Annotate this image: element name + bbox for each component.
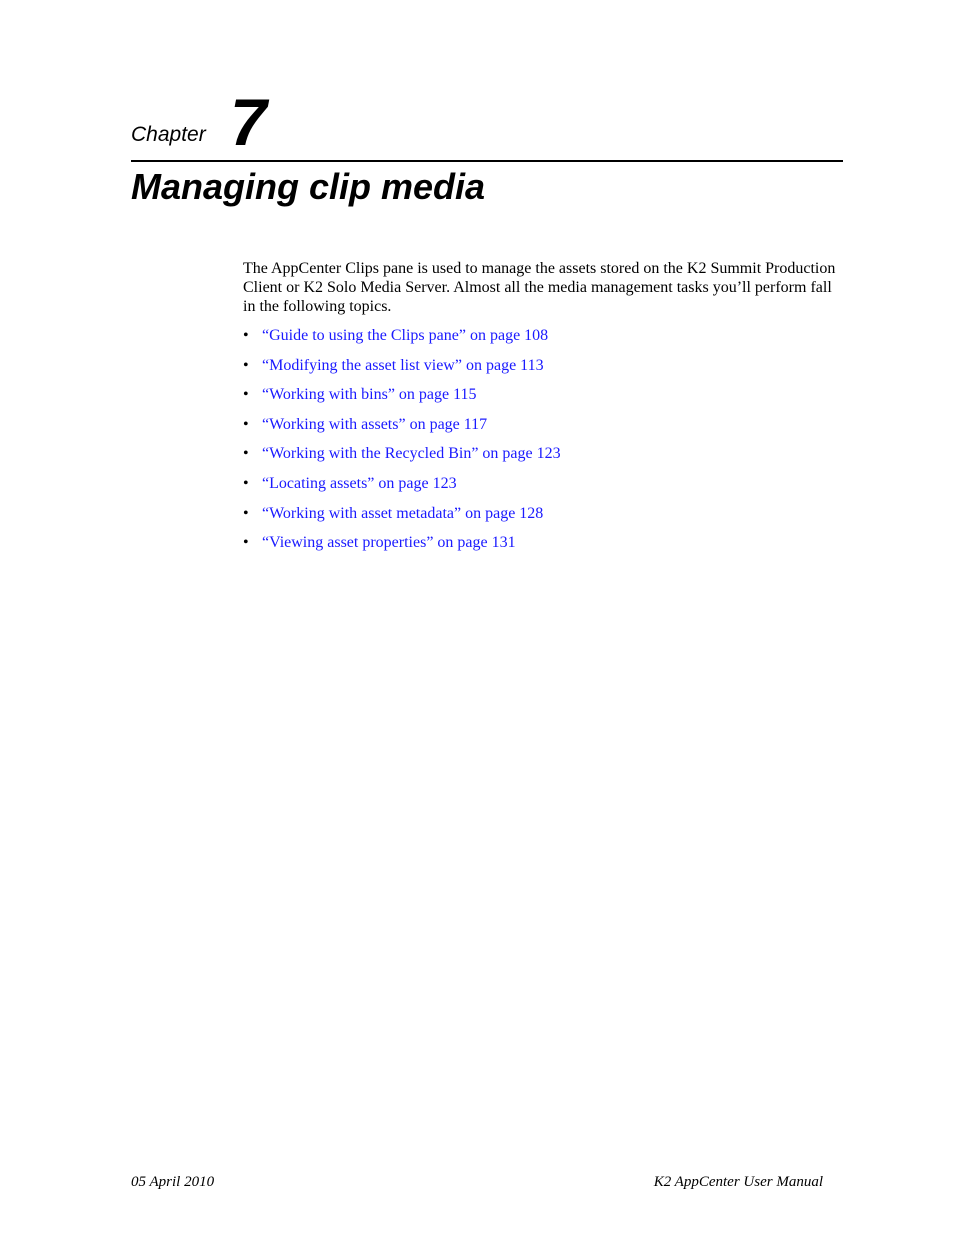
bullet: • xyxy=(243,504,249,522)
bullet: • xyxy=(243,445,249,463)
chapter-rule xyxy=(131,160,843,162)
list-item xyxy=(243,533,561,563)
list-item xyxy=(243,474,561,504)
page-title: Managing clip media xyxy=(131,166,486,207)
topic-link-asset-list-view[interactable]: “Modifying the asset list view” on page 113 xyxy=(262,356,544,374)
footer-manual-title: K2 AppCenter User Manual xyxy=(653,1174,823,1190)
topic-link-bins[interactable]: “Working with bins” on page 115 xyxy=(262,386,477,404)
topic-list xyxy=(243,326,561,563)
bullet: • xyxy=(243,415,249,433)
bullet: • xyxy=(243,386,249,404)
bullet: • xyxy=(243,534,249,552)
topic-link-asset-metadata[interactable]: “Working with asset metadata” on page 128 xyxy=(262,504,544,522)
list-item xyxy=(243,356,561,386)
chapter-label: Chapter xyxy=(131,123,206,146)
list-item xyxy=(243,385,561,415)
list-item xyxy=(243,326,561,356)
topic-link-assets[interactable]: “Working with assets” on page 117 xyxy=(262,415,488,433)
topic-link-locating-assets[interactable]: “Locating assets” on page 123 xyxy=(262,474,457,492)
list-item xyxy=(243,504,561,534)
bullet: • xyxy=(243,474,249,492)
bullet: • xyxy=(243,327,249,344)
list-item xyxy=(243,444,561,474)
topic-link-asset-properties[interactable]: “Viewing asset properties” on page 131 xyxy=(262,534,516,552)
intro-paragraph: The AppCenter Clips pane is used to manage the assets stored on the K2 Summit Production Client or K2 Solo Media Server. Almost all the media management tasks you’ll perform fall in the following topics. xyxy=(243,260,836,315)
topic-link-clips-pane[interactable]: “Guide to using the Clips pane” on page 108 xyxy=(262,327,549,344)
footer-date: 05 April 2010 xyxy=(131,1174,215,1190)
topic-link-recycled-bin[interactable]: “Working with the Recycled Bin” on page 123 xyxy=(262,445,561,463)
list-item xyxy=(243,415,561,445)
chapter-number: 7 xyxy=(230,85,267,159)
bullet: • xyxy=(243,356,249,374)
